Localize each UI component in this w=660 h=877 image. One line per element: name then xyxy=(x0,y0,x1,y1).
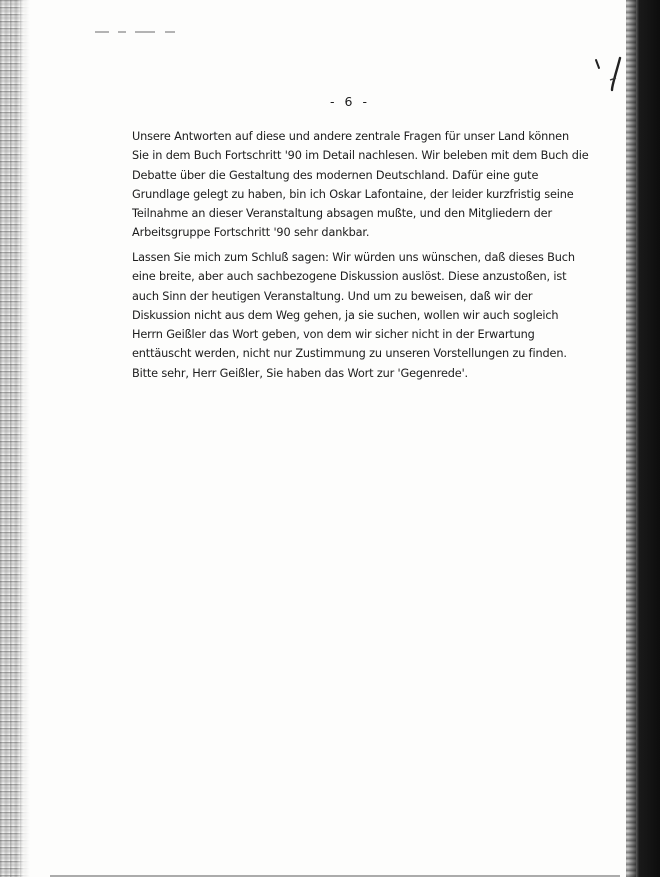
text-line: Debatte über die Gestaltung des modernen Deutschland. Dafür eine gute xyxy=(132,168,539,182)
scan-artifact-top-mark xyxy=(165,31,175,33)
text-line: Arbeitsgruppe Fortschritt '90 sehr dankbar. xyxy=(132,226,370,240)
text-line: eine breite, aber auch sachbezogene Diskussion auslöst. Diese anzustoßen, ist xyxy=(132,270,567,284)
text-line: Grundlage gelegt zu haben, bin ich Oskar Lafontaine, der leider kurzfristig seine xyxy=(132,187,574,201)
scan-noise-left-edge xyxy=(0,0,30,877)
text-line: Sie in dem Buch Fortschritt '90 im Detail nachlesen. Wir beleben mit dem Buch die xyxy=(132,149,589,163)
text-line: auch Sinn der heutigen Veranstaltung. Und um zu beweisen, daß wir der xyxy=(132,289,533,303)
scan-artifact-top-mark xyxy=(135,31,155,33)
page-number: - 6 - xyxy=(330,94,370,109)
pen-mark-icon xyxy=(592,56,632,92)
text-line: Unsere Antworten auf diese und andere zentrale Fragen für unser Land können xyxy=(132,130,569,143)
text-line: Teilnahme an dieser Veranstaltung absagen mußte, und den Mitgliedern der xyxy=(132,207,552,221)
text-line: Diskussion nicht aus dem Weg gehen, ja sie suchen, wollen wir auch sogleich xyxy=(132,308,559,322)
scan-artifact-top-mark xyxy=(95,31,109,33)
scan-artifact-top-mark xyxy=(118,31,126,33)
text-line: enttäuscht werden, nicht nur Zustimmung zu unseren Vorstellungen zu finden. xyxy=(132,347,567,361)
text-line: Bitte sehr, Herr Geißler, Sie haben das Wort zur 'Gegenrede'. xyxy=(132,366,469,380)
text-line: Lassen Sie mich zum Schluß sagen: Wir würden uns wünschen, daß dieses Buch xyxy=(132,251,575,264)
text-line: Herrn Geißler das Wort geben, von dem wir sicher nicht in der Erwartung xyxy=(132,328,535,342)
body-paragraph xyxy=(132,248,582,383)
body-paragraph xyxy=(132,127,589,243)
scan-shadow-right-texture xyxy=(626,0,636,877)
